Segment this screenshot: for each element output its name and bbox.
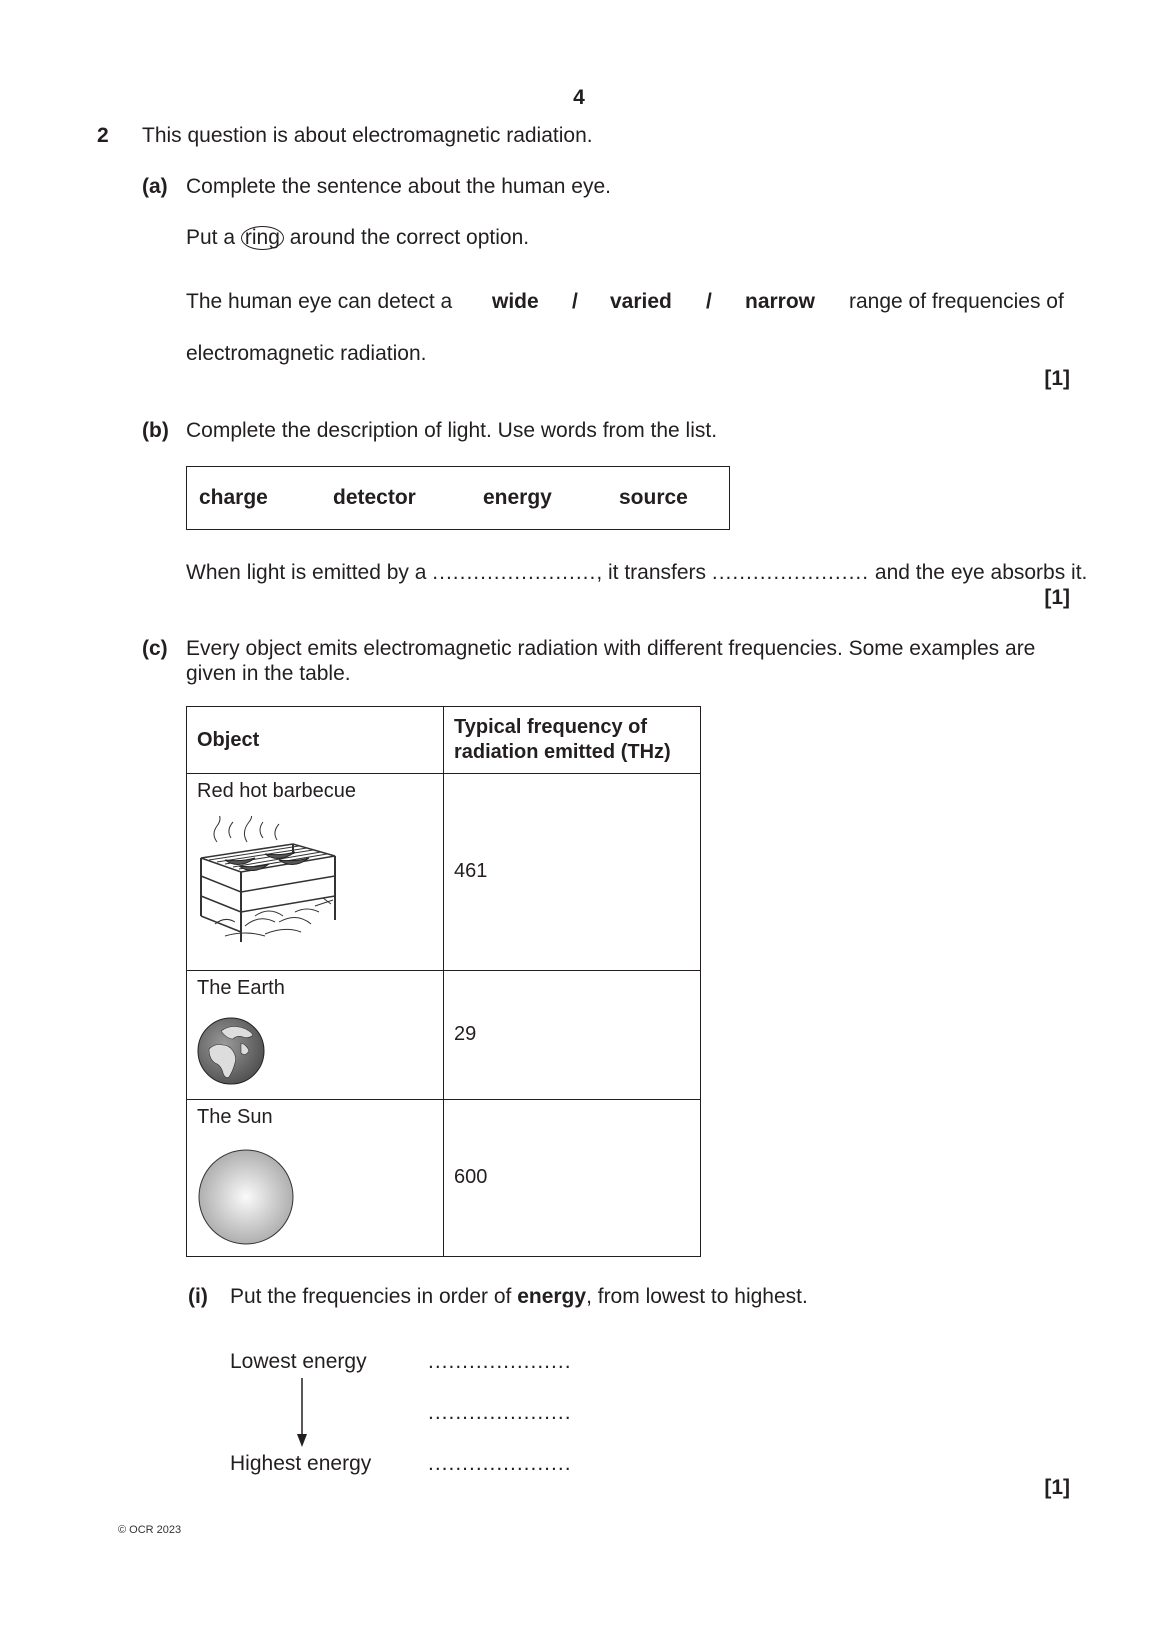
ring-suffix: around the correct option. xyxy=(289,226,530,249)
part-c-label: (c) xyxy=(142,637,168,660)
option-separator: / xyxy=(572,290,578,313)
sun-sphere-icon xyxy=(197,1148,295,1246)
option-separator: / xyxy=(706,290,712,313)
part-a-label: (a) xyxy=(142,175,168,198)
frequency-value: 600 xyxy=(454,1166,488,1188)
page-number: 4 xyxy=(573,86,585,109)
table-header-row xyxy=(187,707,701,774)
table-row xyxy=(187,1100,701,1257)
down-arrow-icon xyxy=(296,1378,308,1448)
copyright: © OCR 2023 xyxy=(118,1524,182,1536)
blank-2[interactable]: ....................... xyxy=(711,561,870,584)
lowest-energy-label: Lowest energy xyxy=(230,1350,367,1373)
question-number: 2 xyxy=(97,124,109,147)
sentence-part-2: , it transfers xyxy=(596,561,707,584)
option-narrow[interactable]: narrow xyxy=(745,290,816,313)
part-b-instruction: Complete the description of light. Use words from the list. xyxy=(186,419,718,442)
table-row xyxy=(187,774,701,971)
header-frequency-line2: radiation emitted (THz) xyxy=(454,741,671,763)
header-frequency xyxy=(444,707,700,773)
option-varied[interactable]: varied xyxy=(610,290,672,313)
ring-word: ring xyxy=(241,226,284,250)
sentence-end: range of frequencies of xyxy=(849,290,1064,313)
object-name: The Sun xyxy=(197,1106,273,1128)
sub-i-instruction xyxy=(230,1285,808,1309)
word-charge: charge xyxy=(199,486,268,509)
frequency-table xyxy=(186,706,701,1257)
header-object: Object xyxy=(197,728,260,751)
table-row xyxy=(187,971,701,1100)
header-frequency-line1: Typical frequency of xyxy=(454,716,648,738)
part-c-intro-line2: given in the table. xyxy=(186,662,351,685)
sub-i-label: (i) xyxy=(188,1285,208,1308)
object-name: Red hot barbecue xyxy=(197,780,357,802)
ring-prefix: Put a xyxy=(186,226,236,249)
frequency-value: 29 xyxy=(454,1023,477,1045)
part-b-marks: [1] xyxy=(1044,586,1070,609)
sentence-line2: electromagnetic radiation. xyxy=(186,342,427,365)
option-wide[interactable]: wide xyxy=(492,290,539,313)
ring-instruction xyxy=(186,226,529,250)
part-b-label: (b) xyxy=(142,419,169,442)
object-name: The Earth xyxy=(197,977,285,999)
sentence-part-3: and the eye absorbs it. xyxy=(874,561,1088,584)
sentence-start: The human eye can detect a xyxy=(186,290,453,313)
earth-globe-icon xyxy=(197,1017,265,1085)
question-intro: This question is about electromagnetic radiation. xyxy=(142,124,593,147)
part-b-sentence xyxy=(186,561,1087,585)
frequency-value: 461 xyxy=(454,860,488,882)
sub-i-text-bold: energy xyxy=(517,1285,587,1308)
part-a-instruction: Complete the sentence about the human eye. xyxy=(186,175,611,198)
sentence-part-1: When light is emitted by a xyxy=(186,561,427,584)
word-detector: detector xyxy=(333,486,416,509)
answer-blank-1[interactable]: ..................... xyxy=(428,1350,572,1373)
answer-blank-2[interactable]: ..................... xyxy=(428,1401,572,1424)
answer-blank-3[interactable]: ..................... xyxy=(428,1452,572,1475)
highest-energy-label: Highest energy xyxy=(230,1452,372,1475)
sub-i-text-before: Put the frequencies in order of xyxy=(230,1285,512,1308)
barbecue-icon xyxy=(195,816,355,946)
part-a-marks: [1] xyxy=(1044,367,1070,390)
word-source: source xyxy=(619,486,688,509)
sub-i-marks: [1] xyxy=(1044,1476,1070,1499)
blank-1[interactable]: ........................ xyxy=(432,561,597,584)
word-energy: energy xyxy=(483,486,552,509)
word-list-box xyxy=(186,466,730,530)
part-c-intro-line1: Every object emits electromagnetic radiation with different frequencies. Some examples are xyxy=(186,637,1036,660)
sub-i-text-after: , from lowest to highest. xyxy=(586,1285,808,1308)
